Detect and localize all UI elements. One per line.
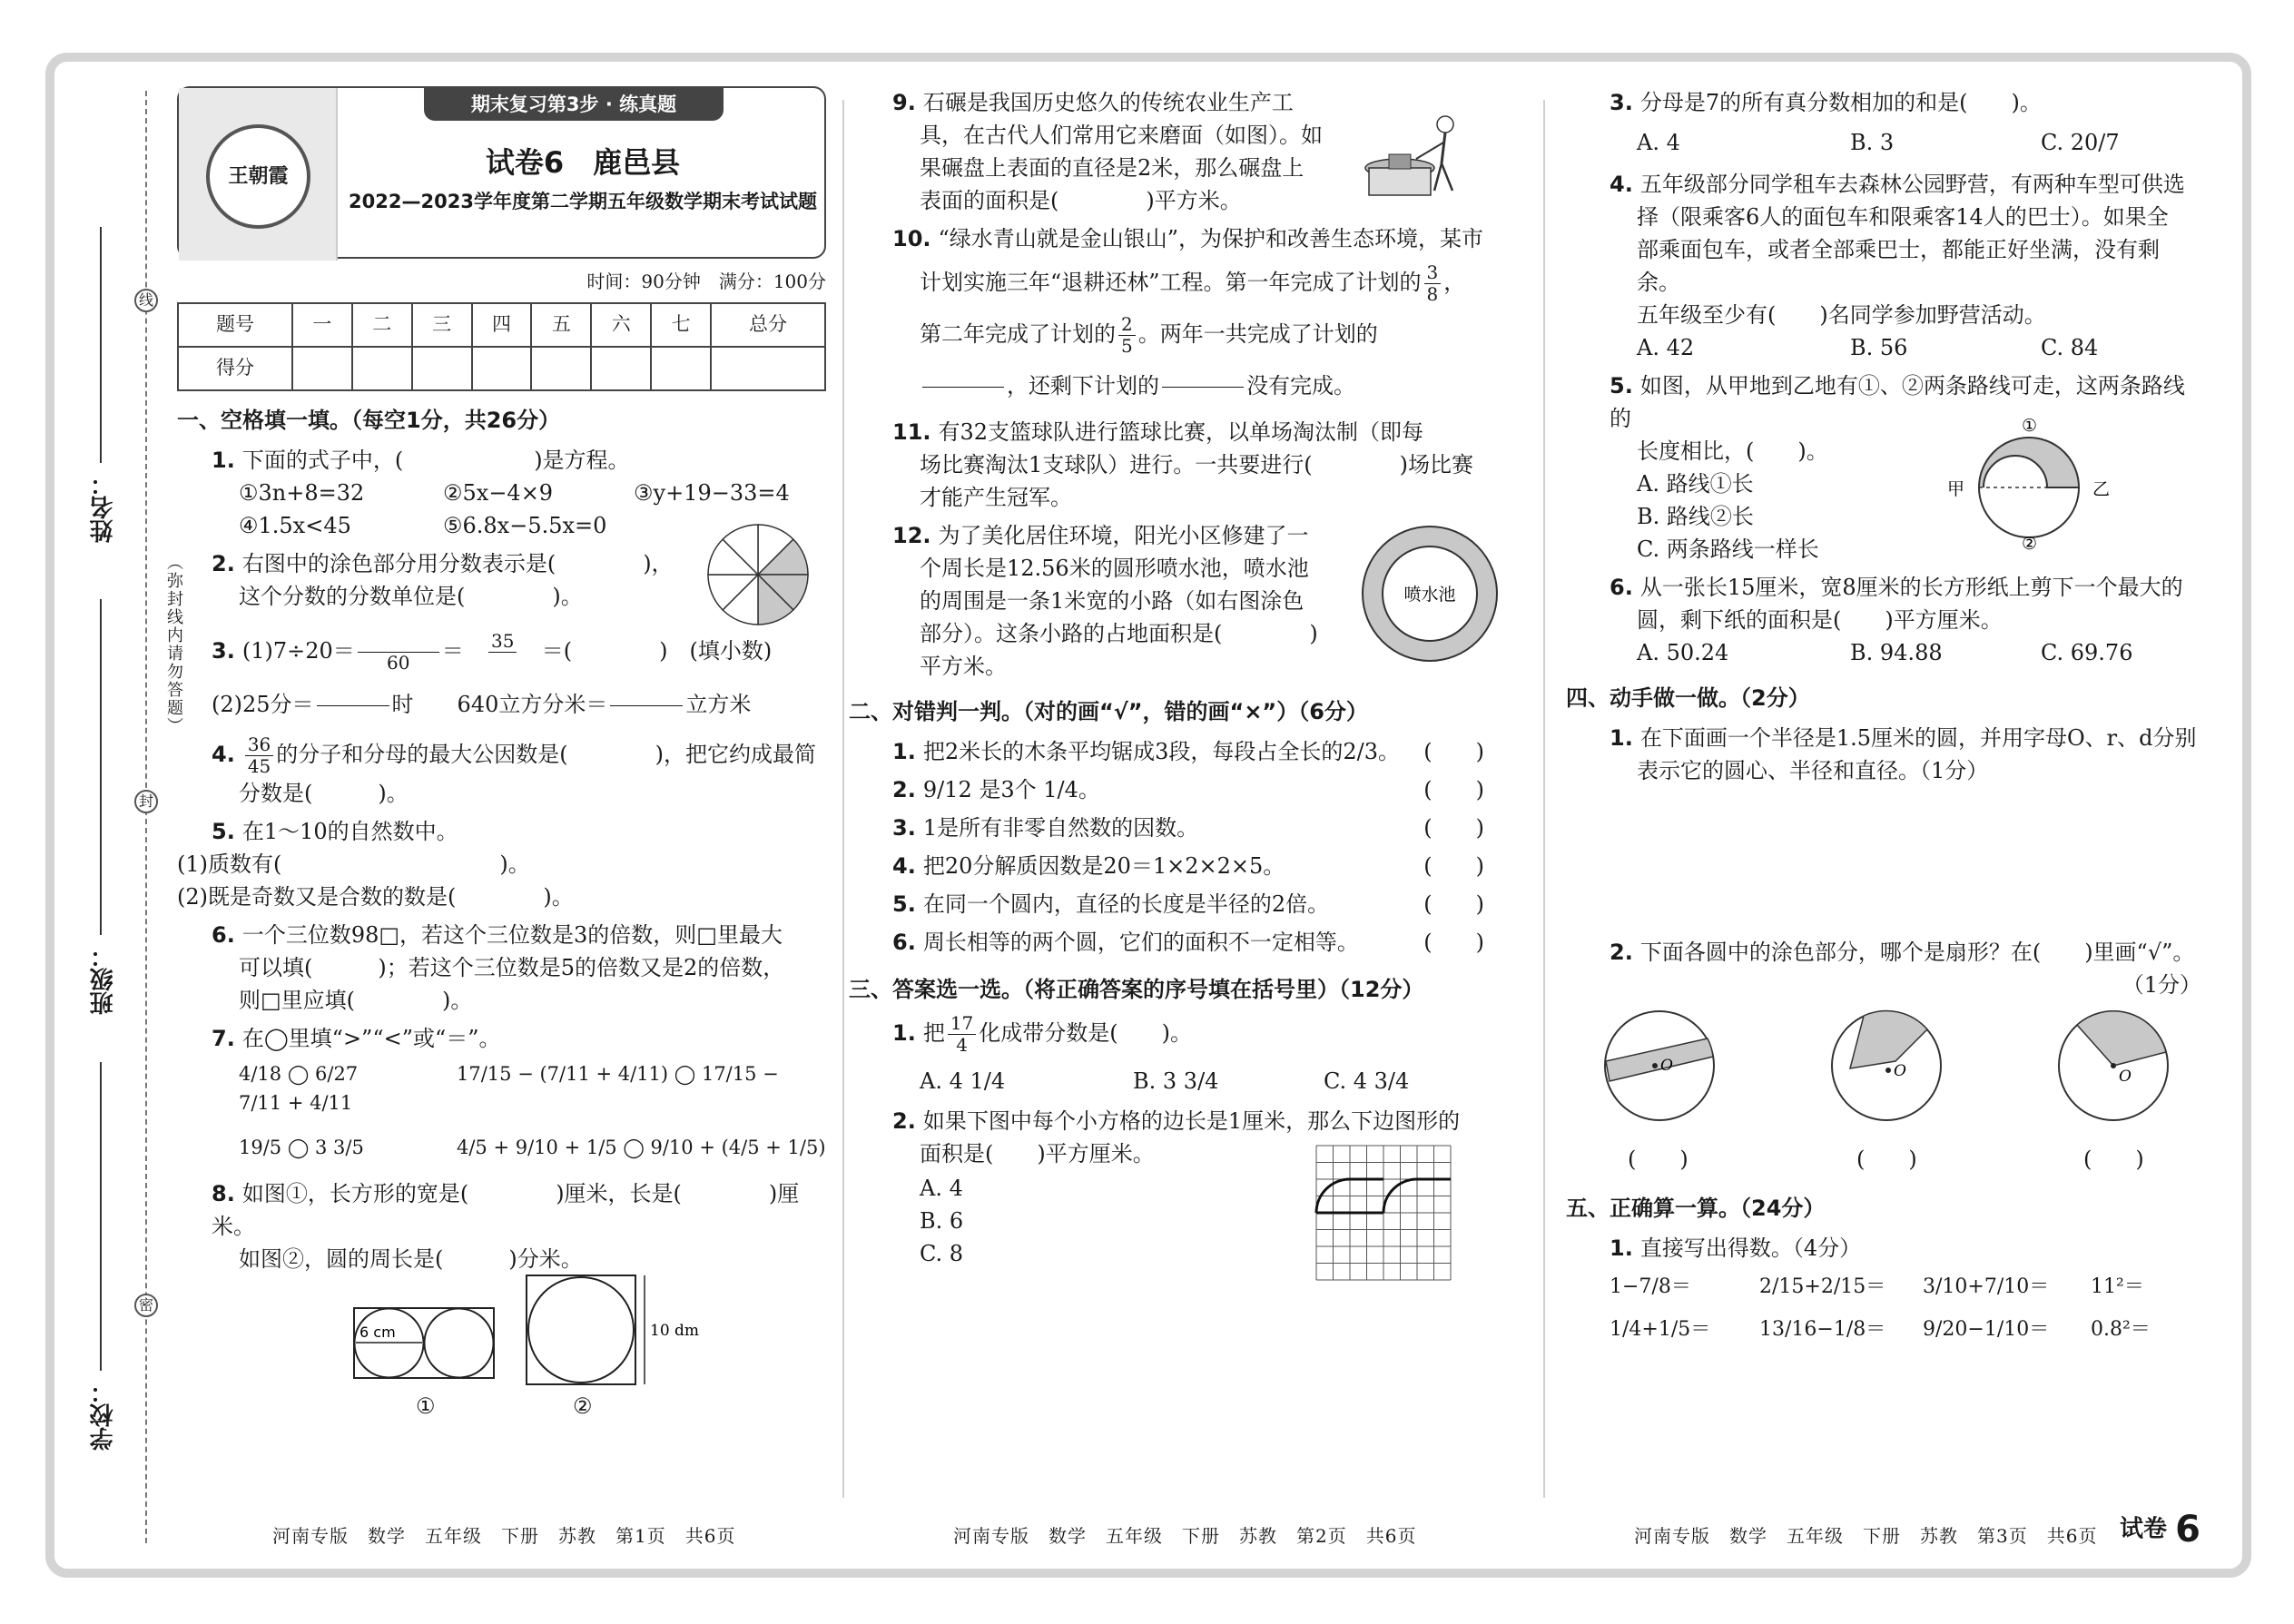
calc-item[interactable]: 9/20−1/10＝ <box>1923 1318 2050 1341</box>
judge-item <box>858 926 1521 959</box>
question-3-6: 6. 从一张长15厘米，宽8厘米的长方形纸上剪下一个最大的 圆，剩下纸的面积是( )平方厘米。 A. 50.24 B. 94.88 C. 69.76 <box>1575 571 2201 669</box>
fig2-label: 10 dm <box>650 1321 700 1340</box>
score-table <box>177 302 826 391</box>
question-3-1: 1. 把 $\frac{17}{4}$ 化成带分数是( )。 A. 4 1/4 B. 3 3/4 C. 4 3/4 <box>858 1013 1521 1097</box>
paper-number-value: 6 <box>2175 1509 2200 1550</box>
time-info: 时间：90分钟 满分：100分 <box>586 271 826 292</box>
judge-text: 9/12 是3个 1/4。 <box>922 777 1100 802</box>
question-1-12: 12. 为了美化居住环境，阳光小区修建了一 个周长是12.56米的圆形喷水池，喷水池 的周围是一条1米宽的小路（如右图涂色 部分）。这条小路的占地面积是( ) 平方米。 喷水池 <box>858 519 1521 683</box>
question-3-5: 5. 如图，从甲地到乙地有①、②两条路线可走，这两条路线的 长度相比，( )。 A. 路线①长 B. 路线②长 C. 两条路线一样长 甲 乙 ① ② <box>1575 369 2201 566</box>
fig2-caption: ② <box>573 1393 593 1419</box>
section-title: 三、答案选一选。（将正确答案的序号填在括号里）（12分） <box>849 977 1424 1002</box>
sector-circle-a <box>1600 1007 1718 1125</box>
section-title: 四、动手做一做。（2分） <box>1566 685 1810 711</box>
score-input-cell[interactable] <box>711 347 825 390</box>
score-input-cell[interactable] <box>531 347 591 390</box>
school-label: 学校： <box>90 1380 117 1451</box>
option-a[interactable]: A. 42 <box>1637 335 1695 360</box>
route-1-label: ① <box>2022 416 2038 436</box>
column-1 <box>177 86 826 1424</box>
class-blank[interactable] <box>100 599 102 935</box>
paper-number <box>2120 1509 2200 1550</box>
name-blank[interactable] <box>100 227 102 463</box>
question-3-4: 4. 五年级部分同学租车去森林公园野营，有两种车型可供选 择（限乘客6人的面包车和限乘客14人的巴士）。如果全 部乘面包车，或者全部乘巴士，都能正好坐满，没有剩余。 五年级至少有( )名同学参加野营活动。 A. 42 B. 56 C. 84 <box>1575 168 2201 364</box>
question-1-2: 2. 右图中的涂色部分用分数表示是( )， 这个分数的分数单位是( )。 <box>177 547 826 618</box>
score-cell: 五 <box>531 303 591 347</box>
judge-item <box>858 773 1521 806</box>
question-1-6: 6. 一个三位数98□，若这个三位数是3的倍数，则□里最大 可以填( )；若这个三位数是5的倍数又是2的倍数， 则□里应填( )。 <box>212 922 785 1013</box>
square-circle-figure <box>525 1272 700 1390</box>
score-input-cell[interactable] <box>472 347 532 390</box>
center-label: O <box>1660 1057 1673 1075</box>
option-a[interactable]: A. 50.24 <box>1637 640 1729 665</box>
judge-list <box>858 735 1521 959</box>
sector-circle-b <box>1827 1007 1945 1125</box>
option-b[interactable]: B. 3 <box>1850 130 1895 155</box>
score-cell: 题号 <box>178 303 292 347</box>
calc-item[interactable]: 13/16−1/8＝ <box>1759 1318 1886 1341</box>
judge-answer-blank[interactable]: ( ) <box>1423 891 1484 917</box>
option-c[interactable]: C. 4 3/4 <box>1324 1068 1410 1094</box>
seal-mark-secret: 密 <box>134 1294 158 1317</box>
logo-badge <box>179 88 338 261</box>
question-1-10: 10. “绿水青山就是金山银山”，为保护和改善生态环境，某市 计划实施三年“退耕还林”工程。第一年完成了计划的 $\frac{3}{8}$ ， 第二年完成了计划的 $\frac{2}{5}$ 。两年一共完成了计划的 ，还剩下计划的 没有完成。 <box>892 226 1484 399</box>
footer-page-1: 河南专版 数学 五年级 下册 苏教 第1页 共6页 <box>272 1525 736 1547</box>
section-title: 一、空格填一填。（每空1分，共26分） <box>177 408 561 433</box>
fig1-caption: ① <box>416 1393 436 1419</box>
judge-text: 在同一个圆内，直径的长度是半径的2倍。 <box>922 891 1330 917</box>
column-3 <box>1566 86 2201 1350</box>
question-5-1: 1. 直接写出得数。（4分） 1−7/8＝ 2/15+2/15＝ 3/10+7/10＝ 11²＝ 1/4+1/5＝ 13/16−1/8＝ 9/20−1/10＝ 0.8²＝ <box>1575 1232 2201 1344</box>
drawing-area[interactable] <box>1602 794 2147 921</box>
fountain-ring-figure <box>1357 521 1502 666</box>
option-b[interactable]: B. 3 3/4 <box>1133 1068 1219 1094</box>
judge-text: 把20分解质因数是20＝1×2×2×5。 <box>922 853 1285 879</box>
section-title: 二、对错判一判。（对的画“√”，错的画“×”）（6分） <box>849 699 1368 724</box>
option-a[interactable]: A. 4 <box>920 1176 963 1201</box>
option-b[interactable]: B. 94.88 <box>1850 640 1943 665</box>
option-c[interactable]: C. 8 <box>920 1241 964 1266</box>
judge-text: 把2米长的木条平均锯成3段，每段占全长的2/3。 <box>922 739 1400 764</box>
school-blank[interactable] <box>100 1062 102 1371</box>
binding-strip <box>54 91 183 1543</box>
question-1-8: 8. 如图①，长方形的宽是( )厘米，长是( )厘米。 如图②，圆的周长是( )分米。 6 cm 10 dm ① ② <box>177 1177 826 1419</box>
answer-blank[interactable]: ( ) <box>1628 1147 1689 1172</box>
route-figure <box>1938 415 2147 554</box>
score-value-row <box>178 347 825 390</box>
judge-answer-blank[interactable]: ( ) <box>1423 739 1484 764</box>
question-3-3: 3. 分母是7的所有真分数相加的和是( )。 A. 4 B. 3 C. 20/7 <box>1575 86 2201 159</box>
column-divider <box>842 100 844 1498</box>
score-cell: 七 <box>651 303 711 347</box>
judge-text: 1是所有非零自然数的因数。 <box>922 815 1199 841</box>
question-1-5: 5. 在1～10的自然数中。 (1)质数有( )。 (2)既是奇数又是合数的数是( )。 <box>177 819 574 910</box>
rectangle-two-circles-figure <box>352 1290 497 1381</box>
option-c[interactable]: C. 两条路线一样长 <box>1637 536 1819 562</box>
calc-item[interactable]: 0.8²＝ <box>2091 1318 2151 1341</box>
score-input-cell[interactable] <box>651 347 711 390</box>
judge-num: 2. <box>892 777 916 802</box>
section-title: 五、正确算一算。（24分） <box>1566 1196 1826 1221</box>
paper-header <box>177 86 826 259</box>
footer-page-2: 河南专版 数学 五年级 下册 苏教 第2页 共6页 <box>953 1525 1417 1547</box>
seal-note: （弥封线内请勿答题） <box>164 554 183 735</box>
question-3-2: 2. 如果下图中每个小方格的边长是1厘米，那么下边图形的 面积是( )平方厘米。 A. 4 B. 6 C. 8 <box>858 1105 1521 1270</box>
judge-answer-blank[interactable]: ( ) <box>1423 930 1484 955</box>
judge-num: 6. <box>892 930 916 955</box>
judge-answer-blank[interactable]: ( ) <box>1423 777 1484 802</box>
paper-title: 试卷6 鹿邑县 <box>485 145 681 180</box>
question-4-2: 2. 下面各圆中的涂色部分，哪个是扇形？在( )里画“√”。 （1分） O O O ( ) ( ) ( ) <box>1575 936 2201 1179</box>
step-tag: 期末复习第3步 · 练真题 <box>424 88 724 121</box>
route-2-label: ② <box>2022 534 2038 554</box>
judge-item <box>858 888 1521 920</box>
fig1-label: 6 cm <box>359 1323 396 1341</box>
route-start: 甲 <box>1947 479 1965 499</box>
judge-num: 5. <box>892 891 916 917</box>
score-header-row <box>178 303 825 347</box>
seal-mark-seal: 封 <box>134 790 158 813</box>
question-1-1: 1. 下面的式子中，( )是方程。 ①3n+8=32 ②5x−4×9 ③y+19−33=4 ④1.5x<45 ⑤6.8x−5.5x=0 <box>212 448 790 538</box>
shaded-circle-figure <box>704 520 812 629</box>
calc-item[interactable]: 2/15+2/15＝ <box>1759 1275 1886 1298</box>
column-2 <box>849 86 1521 1275</box>
calc-item[interactable]: 1−7/8＝ <box>1610 1275 1691 1298</box>
column-divider <box>1543 100 1545 1498</box>
calc-item[interactable]: 1/4+1/5＝ <box>1610 1318 1711 1341</box>
paper-subtitle: 2022—2023学年度第二学期五年级数学期末考试试题 <box>349 191 817 212</box>
route-end: 乙 <box>2092 479 2111 499</box>
score-cell: 一 <box>292 303 352 347</box>
logo-text: 王朝霞 <box>228 164 289 188</box>
grid-area-figure <box>1312 1141 1457 1286</box>
center-label: O <box>1894 1062 1906 1080</box>
brand-logo <box>206 124 310 229</box>
judge-text: 周长相等的两个圆，它们的面积不一定相等。 <box>922 930 1359 955</box>
score-cell: 三 <box>412 303 472 347</box>
judge-item <box>858 812 1521 844</box>
score-input-cell[interactable] <box>412 347 472 390</box>
score-input-cell[interactable] <box>352 347 412 390</box>
seal-mark-line: 线 <box>134 289 158 312</box>
option-a[interactable]: A. 路线①长 <box>1637 471 1754 497</box>
question-1-3: 3. (1)7÷20＝ 60 ＝ 35 ＝( ) (填小数) (2)25分＝ 时 640立方分米＝ 立方米 <box>212 630 773 717</box>
score-cell: 二 <box>352 303 412 347</box>
option-b[interactable]: B. 6 <box>920 1208 964 1234</box>
center-label: O <box>2119 1068 2132 1086</box>
judge-num: 4. <box>892 853 916 879</box>
score-cell: 总分 <box>711 303 825 347</box>
question-1-9: 9. 石碾是我国历史悠久的传统农业生产工 具，在古代人们常用它来磨面（如图）。如 果碾盘上表面的直径是2米，那么碾盘上 表面的面积是( )平方米。 <box>858 86 1521 217</box>
class-label: 班级： <box>90 944 117 1015</box>
option-b[interactable]: B. 路线②长 <box>1637 504 1754 529</box>
question-1-7: 7. 在◯里填“>”“<”或“＝”。 4/18 ◯ 6/27 17/15 − (7/11 + 4/11) ◯ 17/15 − 7/11 + 4/11 19/5 ◯ 3 3/5 4/5 + 9/10 + 1/5 ◯ 9/10 + (4/5 + 1/5) <box>212 1026 826 1158</box>
option-c[interactable]: C. 69.76 <box>2041 640 2133 665</box>
option-c[interactable]: C. 20/7 <box>2041 130 2120 155</box>
paper-number-label: 试卷 <box>2120 1515 2168 1543</box>
answer-blank[interactable]: ( ) <box>2083 1147 2144 1172</box>
calc-item[interactable]: 3/10+7/10＝ <box>1923 1275 2050 1298</box>
judge-num: 3. <box>892 815 916 841</box>
question-1-11: 11. 有32支篮球队进行篮球比赛，以单场淘汰制（即每 场比赛淘汰1支球队）进行。一共要进行( )场比赛 才能产生冠军。 <box>892 419 1473 510</box>
score-input-cell[interactable] <box>591 347 651 390</box>
footer-page-3: 河南专版 数学 五年级 下册 苏教 第3页 共6页 <box>1634 1525 2098 1547</box>
sector-circle-c <box>2054 1007 2172 1125</box>
fountain-label: 喷水池 <box>1403 585 1456 605</box>
judge-item <box>858 735 1521 768</box>
score-input-cell[interactable] <box>292 347 352 390</box>
judge-num: 1. <box>892 739 916 764</box>
judge-answer-blank[interactable]: ( ) <box>1423 853 1484 879</box>
question-1-4: 4. $\frac{36}{45}$ 的分子和分母的最大公因数是( )，把它约成最简 分数是( )。 <box>212 733 817 806</box>
answer-blank[interactable]: ( ) <box>1856 1147 1917 1172</box>
calc-item[interactable]: 11²＝ <box>2091 1275 2144 1298</box>
option-c[interactable]: C. 84 <box>2041 335 2099 360</box>
option-a[interactable]: A. 4 1/4 <box>920 1068 1006 1094</box>
score-cell: 六 <box>591 303 651 347</box>
option-a[interactable]: A. 4 <box>1637 130 1680 155</box>
millstone-illustration <box>1362 104 1471 213</box>
score-label-cell: 得分 <box>178 347 292 390</box>
option-b[interactable]: B. 56 <box>1850 335 1908 360</box>
question-4-1: 1. 在下面画一个半径是1.5厘米的圆，并用字母O、r、d分别 表示它的圆心、半径和直径。（1分） <box>1575 722 2201 930</box>
judge-item <box>858 850 1521 882</box>
score-cell: 四 <box>472 303 532 347</box>
judge-answer-blank[interactable]: ( ) <box>1423 815 1484 841</box>
name-label: 姓名： <box>90 472 117 543</box>
